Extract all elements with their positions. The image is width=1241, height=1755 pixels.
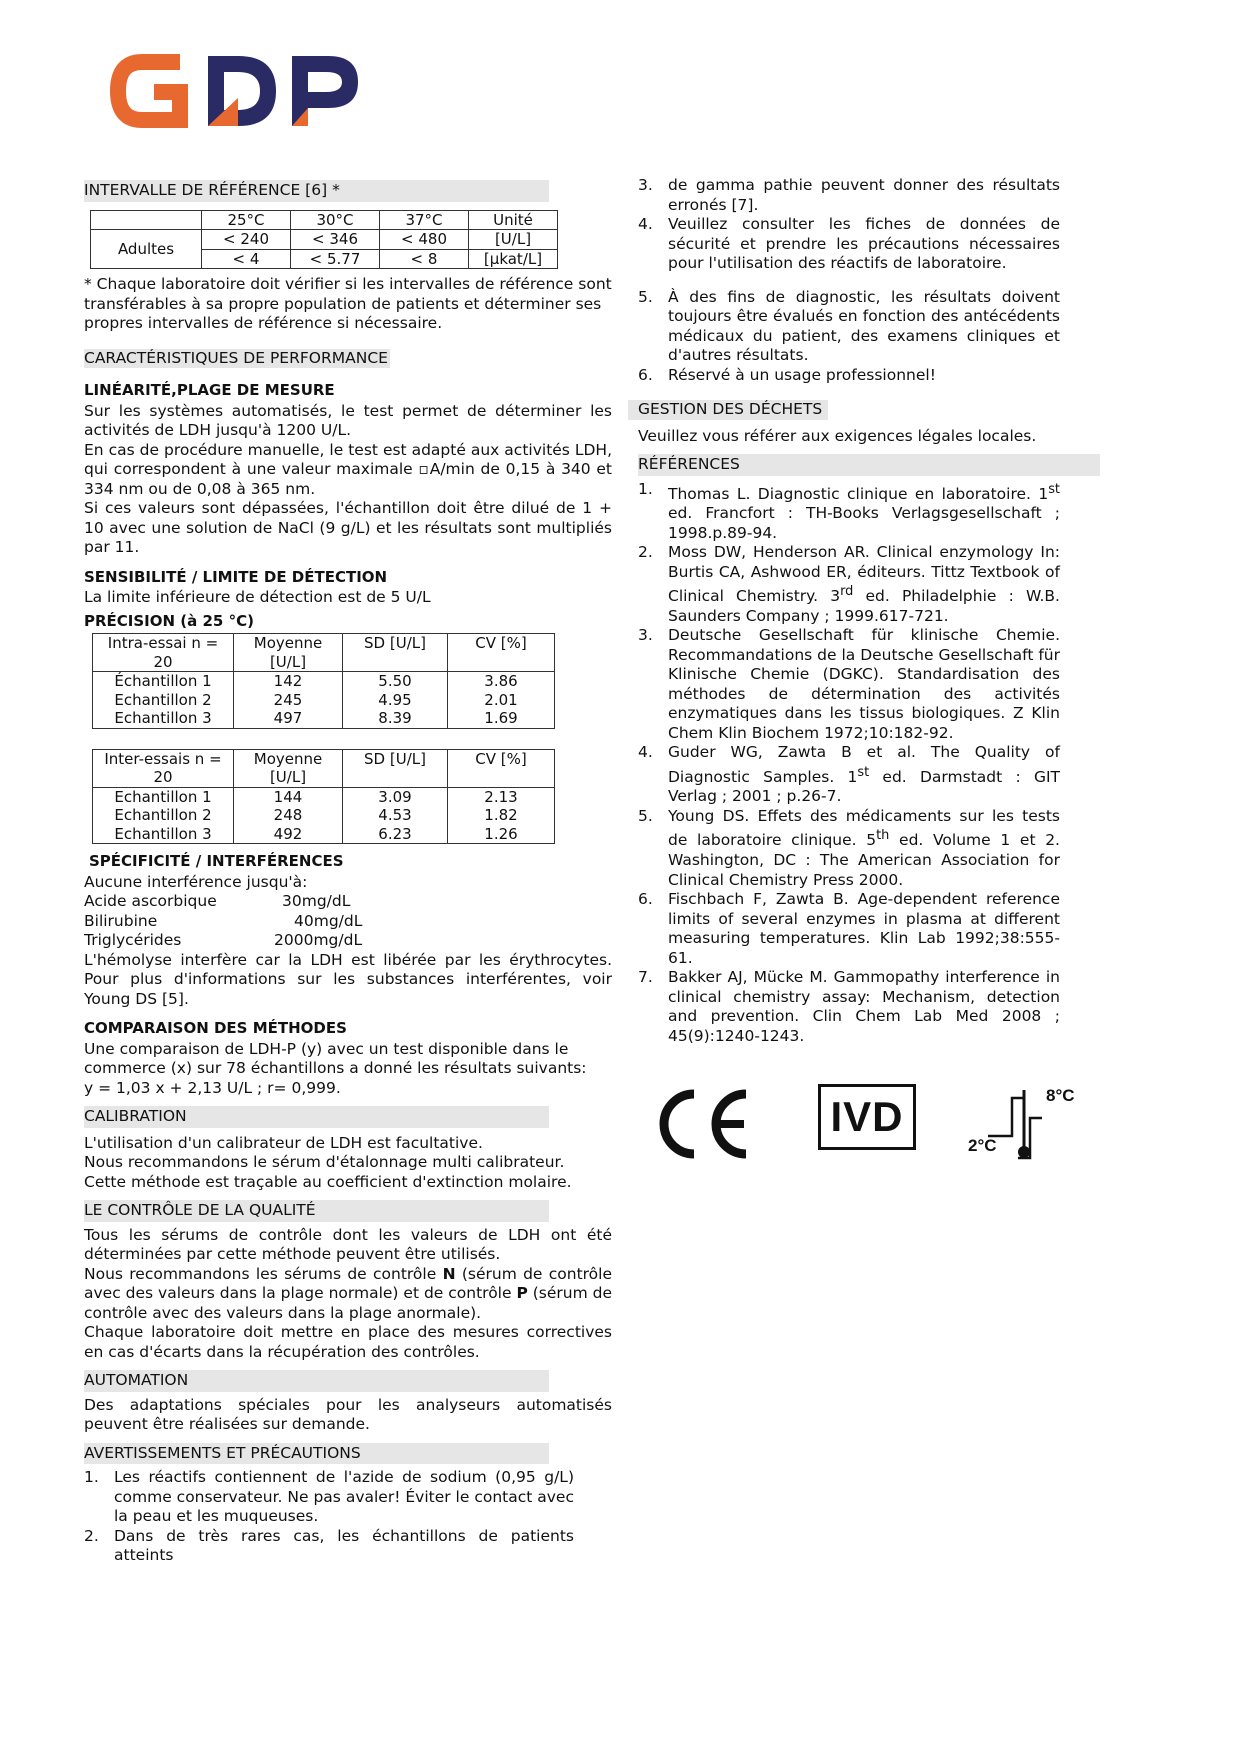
list-number: 2. (84, 1526, 99, 1545)
precision-cell: Echantillon 3 (93, 825, 234, 844)
list-number: 6. (638, 365, 653, 384)
list-number: 4. (638, 743, 653, 762)
precision-header: Intra-essai n = 20 (93, 634, 234, 672)
precision-header: Inter-essais n = 20 (93, 749, 234, 787)
list-text: Veuillez consulter les fiches de données de sécurité et prendre les précautions nécessaires pour l'utilisation des réactifs de laboratoire. (668, 215, 1060, 272)
ref-empty-cell (91, 210, 202, 230)
reference-sup: st (1048, 481, 1060, 497)
sensitivity-title: SENSIBILITÉ / LIMITE DE DÉTECTION (84, 567, 388, 586)
precision-cell: 2.01 (448, 691, 555, 710)
linearity-paragraph: En cas de procédure manuelle, le test est adapté aux activités LDH, qui correspondent à une valeur maximale ▫A/min de 0,15 à 340 et 334 nm ou de 0,08 à 365 nm. (84, 440, 612, 498)
precision-cell: 2.13 (448, 787, 555, 806)
reference-sup: st (857, 764, 870, 780)
list-text: Réservé à un usage professionnel! (668, 365, 936, 384)
precision-cell: Echantillon 2 (93, 691, 234, 710)
reference-item (638, 968, 1060, 1046)
list-item (638, 366, 1060, 386)
comparison-line: commerce (x) sur 78 échantillons a donné les résultats suivants: (84, 1059, 587, 1077)
ref-cell: [µkat/L] (469, 249, 558, 269)
precision-header: Moyenne [U/L] (234, 634, 343, 672)
reference-item (638, 890, 1060, 968)
reference-text: Thomas L. Diagnostic clinique en laboratoire. 1 (668, 484, 1049, 503)
calibration-line: L'utilisation d'un calibrateur de LDH est facultative. (84, 1133, 483, 1152)
precision-header: CV [%] (448, 749, 555, 787)
list-number: 1. (84, 1468, 99, 1486)
list-text: de gamma pathie peuvent donner des résultats erronés [7]. (668, 176, 1060, 214)
calibration-line: Nous recommandons le sérum d'étalonnage multi calibrateur. (84, 1153, 565, 1171)
list-number: 5. (638, 287, 653, 306)
list-number: 3. (638, 626, 653, 645)
reference-text: Young DS. Effets des médicaments sur les tests de laboratoire clinique. 5 (668, 806, 1060, 850)
comparison-line: y = 1,03 x + 2,13 U/L ; r= 0,999. (84, 1078, 341, 1097)
interference-list (84, 892, 612, 951)
reference-text: Guder WG, Zawta B et al. The Quality of Diagnostic Samples. 1 (668, 743, 1060, 786)
precision-cell: 245 (234, 691, 343, 710)
precision-cell: 4.53 (343, 806, 448, 825)
precision-header: SD [U/L] (343, 749, 448, 787)
right-column (638, 176, 1106, 1046)
warnings-continued-list (638, 176, 1060, 385)
interference-name: Bilirubine (84, 911, 158, 930)
ref-interval-heading: INTERVALLE DE RÉFÉRENCE [6] * (84, 180, 549, 202)
ref-cell: [U/L] (469, 230, 558, 250)
precision-header: Moyenne [U/L] (234, 749, 343, 787)
list-number: 6. (638, 890, 653, 909)
control-p: P (516, 1284, 528, 1302)
precision-title: PRÉCISION (à 25 °C) (84, 611, 254, 630)
precision-cell: Échantillon 1 (93, 672, 234, 691)
ivd-label: IVD (830, 1093, 904, 1140)
calibration-line: Cette méthode est traçable au coefficient d'extinction molaire. (84, 1172, 572, 1191)
reference-text: Deutsche Gesellschaft für klinische Chemie. Recommandations de la Deutsche Gesellschaft für Klinische Chemie (DGKC). Standardisation des méthodes de détermination des activités enzymatiques dans les tissus biologiques. Z Klin Chem Klin Biochem 1972;10:182-92. (668, 626, 1060, 742)
ref-row-label: Adultes (91, 230, 202, 269)
performance-heading: CARACTÉRISTIQUES DE PERFORMANCE (84, 348, 388, 367)
interference-value: 30mg/dL (282, 892, 351, 910)
precision-cell: 248 (234, 806, 343, 825)
temp-low-label: 2°C (968, 1136, 997, 1155)
automation-text: Des adaptations spéciales pour les analyseurs automatisés peuvent être réalisées sur demande. (84, 1395, 612, 1433)
list-number: 7. (638, 968, 653, 987)
list-item (84, 1468, 574, 1527)
ref-interval-note: * Chaque laboratoire doit vérifier si les intervalles de référence sont transférables à sa propre population de patients et déterminer ses propres intervalles de référence si nécessaire. (84, 275, 612, 332)
precision-cell: 1.26 (448, 825, 555, 844)
reference-text: ed. Philadelphie : W.B. Saunders Company ; 1999.617-721. (668, 587, 1060, 625)
specificity-note: L'hémolyse interfère car la LDH est libérée par les érythrocytes. Pour plus d'informations sur les substances interférentes, voir Young DS [5]. (84, 950, 612, 1008)
sensitivity-text: La limite inférieure de détection est de 5 U/L (84, 588, 431, 606)
ref-cell: < 346 (291, 230, 380, 250)
precision-cell: 4.95 (343, 691, 448, 710)
warnings-list (84, 1468, 574, 1566)
linearity-title: LINÉARITÉ,PLAGE DE MESURE (84, 381, 335, 399)
precision-cell: 492 (234, 825, 343, 844)
list-text: À des fins de diagnostic, les résultats doivent toujours être évalués en fonction des antécédents médicaux du patient, des examens cliniques et d'autres résultats. (668, 287, 1060, 364)
gdp-logo (108, 48, 366, 134)
list-item (638, 215, 1060, 274)
ref-col-header: Unité (469, 210, 558, 230)
precision-cell: 142 (234, 672, 343, 691)
list-number: 5. (638, 806, 653, 825)
precision-cell: Echantillon 3 (93, 709, 234, 728)
regulatory-symbols (650, 1078, 1090, 1178)
list-item (638, 288, 1060, 366)
temp-high-label: 8°C (1046, 1086, 1075, 1105)
precision-cell: 144 (234, 787, 343, 806)
reference-text: Fischbach F, Zawta B. Age-dependent reference limits of several enzymes in plasma at different measuring temperatures. Klin Lab 1992;38:555-61. (668, 890, 1060, 967)
reference-text: ed. Francfort : TH-Books Verlagsgesellschaft ; 1998.p.89-94. (668, 504, 1060, 542)
precision-intra-table (92, 633, 555, 729)
quality-heading: LE CONTRÔLE DE LA QUALITÉ (84, 1200, 549, 1222)
ref-cell: < 5.77 (291, 249, 380, 269)
precision-cell: 3.86 (448, 672, 555, 691)
list-item (84, 1527, 574, 1566)
ref-cell: < 8 (380, 249, 469, 269)
precision-cell: 1.69 (448, 709, 555, 728)
specificity-title: SPÉCIFICITÉ / INTERFÉRENCES (89, 852, 344, 870)
precision-cell: 5.50 (343, 672, 448, 691)
precision-cell: 6.23 (343, 825, 448, 844)
precision-cell: 497 (234, 709, 343, 728)
reference-text: Moss DW, Henderson AR. Clinical enzymology In: Burtis CA, Ashwood ER, éditeurs. Tittz Textbook of Clinical Chemistry. 3 (668, 543, 1060, 606)
reference-item (638, 807, 1060, 890)
quality-text: Nous recommandons les sérums de contrôle (84, 1264, 443, 1283)
reference-item (638, 543, 1060, 626)
interference-value: 2000mg/dL (274, 931, 363, 949)
precision-cell: 8.39 (343, 709, 448, 728)
list-text: Dans de très rares cas, les échantillons de patients atteints (114, 1526, 574, 1564)
waste-text: Veuillez vous référer aux exigences légales locales. (638, 426, 1037, 445)
linearity-paragraph: Si ces valeurs sont dépassées, l'échantillon doit être dilué de 1 + 10 avec une solution de NaCl (9 g/L) et les résultats sont multipliés par 11. (84, 499, 612, 556)
references-heading: RÉFÉRENCES (638, 454, 1100, 476)
precision-cell: Echantillon 2 (93, 806, 234, 825)
reference-text: Bakker AJ, Mücke M. Gammopathy interference in clinical chemistry assay: Mechanism, detection and prevention. Clin Chem Lab Med 2008 ; 45(9):1240-1243. (668, 968, 1060, 1045)
precision-inter-table (92, 749, 555, 845)
waste-heading: GESTION DES DÉCHETS (628, 400, 828, 420)
references-list (638, 480, 1060, 1047)
warnings-heading: AVERTISSEMENTS ET PRÉCAUTIONS (84, 1443, 549, 1465)
precision-header: CV [%] (448, 634, 555, 672)
specificity-intro: Aucune interférence jusqu'à: (84, 872, 308, 891)
quality-paragraph (84, 1265, 612, 1324)
reference-item (638, 480, 1060, 544)
precision-header: SD [U/L] (343, 634, 448, 672)
list-number: 4. (638, 215, 653, 233)
reference-sup: th (876, 828, 890, 844)
ref-col-header: 30°C (291, 210, 380, 230)
ref-cell: < 480 (380, 230, 469, 250)
reference-text: ed. Darmstadt : GIT Verlag ; 2001 ; p.26-7. (668, 767, 1060, 806)
reference-text: ed. Volume 1 et 2. Washington, DC : The American Association for Clinical Chemistry Press 2000. (668, 831, 1060, 889)
comparison-title: COMPARAISON DES MÉTHODES (84, 1019, 347, 1037)
quality-paragraph: Tous les sérums de contrôle dont les valeurs de LDH ont été déterminées par cette méthode peuvent être utilisés. (84, 1225, 612, 1263)
automation-heading: AUTOMATION (84, 1370, 549, 1392)
ref-col-header: 37°C (380, 210, 469, 230)
calibration-heading: CALIBRATION (84, 1106, 549, 1128)
reference-item (638, 626, 1060, 743)
interference-value: 40mg/dL (294, 911, 363, 930)
ref-cell: < 240 (202, 230, 291, 250)
ivd-box (818, 1084, 916, 1150)
precision-cell: 1.82 (448, 806, 555, 825)
list-item (638, 176, 1060, 215)
precision-cell: Echantillon 1 (93, 787, 234, 806)
left-column (84, 174, 612, 1566)
list-number: 1. (638, 479, 653, 498)
reference-item (638, 743, 1060, 807)
control-n: N (442, 1264, 456, 1283)
interference-name: Acide ascorbique (84, 892, 217, 910)
interference-name: Triglycérides (84, 931, 182, 949)
ref-col-header: 25°C (202, 210, 291, 230)
ce-mark-icon (650, 1086, 754, 1162)
precision-cell: 3.09 (343, 787, 448, 806)
reference-sup: rd (840, 584, 854, 600)
list-number: 2. (638, 543, 653, 562)
quality-paragraph: Chaque laboratoire doit mettre en place des mesures correctives en cas d'écarts dans la récupération des contrôles. (84, 1323, 612, 1361)
quality-text: (sérum de contrôle avec des valeurs dans la plage normale) et de contrôle (84, 1264, 612, 1302)
ref-cell: < 4 (202, 249, 291, 269)
comparison-line: Une comparaison de LDH-P (y) avec un test disponible dans le (84, 1039, 569, 1058)
list-text: Les réactifs contiennent de l'azide de sodium (0,95 g/L) comme conservateur. Ne pas avaler! Éviter le contact avec la peau et les muqueuses. (114, 1468, 574, 1525)
linearity-paragraph: Sur les systèmes automatisés, le test permet de déterminer les activités de LDH jusqu'à 1200 U/L. (84, 401, 612, 439)
quality-text: (sérum de contrôle avec des valeurs dans la plage anormale). (84, 1284, 613, 1322)
reference-interval-table (90, 210, 558, 270)
list-number: 3. (638, 176, 653, 194)
